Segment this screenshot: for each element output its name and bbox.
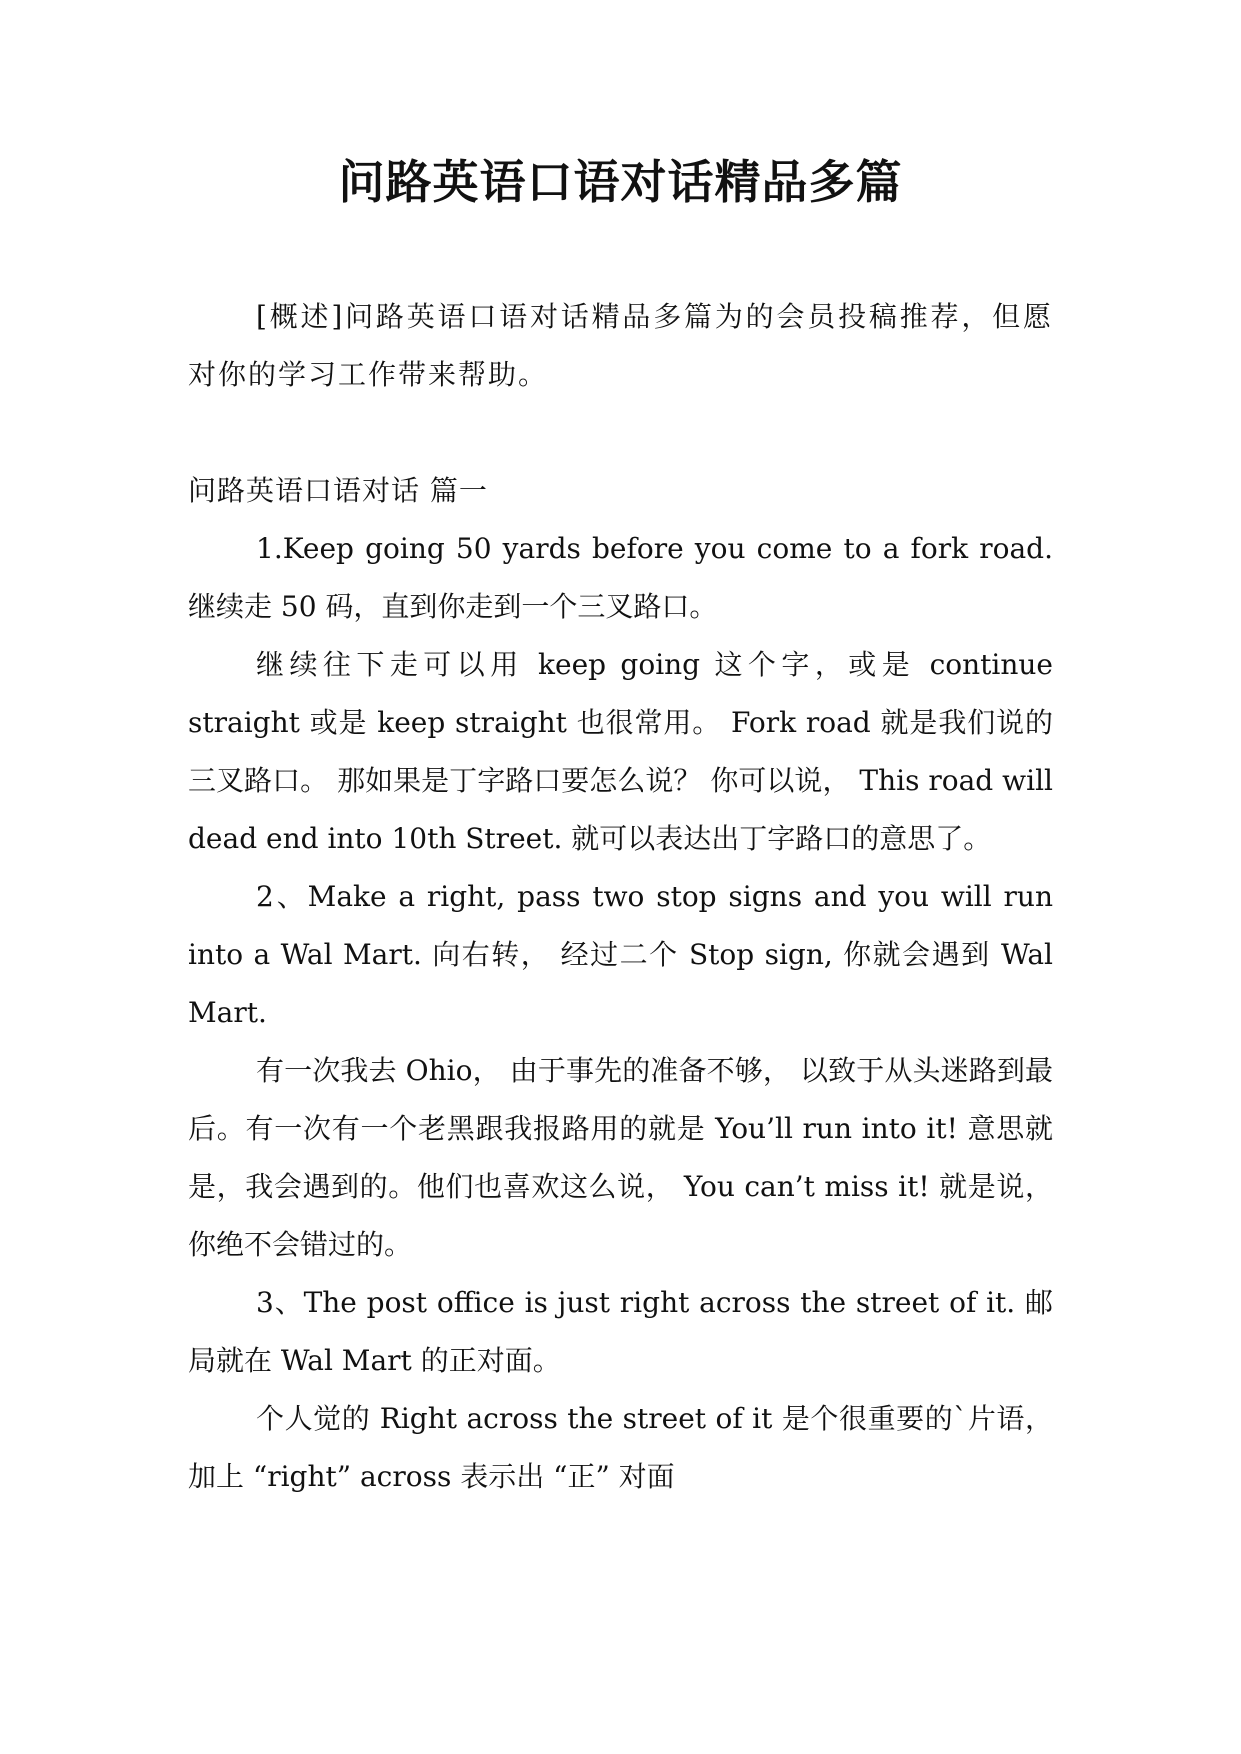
summary-paragraph: [概述]问路英语口语对话精品多篇为的会员投稿推荐，但愿对你的学习工作带来帮助。	[188, 300, 1053, 391]
section-heading: 问路英语口语对话 篇一	[188, 474, 488, 507]
paragraph-6: 个人觉的 Right across the street of it 是个很重要的`片语， 加上 “right” across 表示出 “正” 对面	[188, 1402, 1053, 1493]
document-body	[188, 288, 1053, 1506]
paragraph-1: 1.Keep going 50 yards before you come to a fork road. 继续走 50 码，直到你走到一个三叉路口。	[188, 532, 1053, 623]
document-title: 问路英语口语对话精品多篇	[338, 155, 903, 209]
paragraph-4: 有一次我去 Ohio， 由于事先的准备不够， 以致于从头迷路到最后。有一次有一个老黑跟我报路用的就是 You’ll run into it! 意思就是，我会遇到的。他们也喜欢这么说， You can’t miss it! 就是说，你绝不会错过的。	[188, 1054, 1053, 1261]
paragraph-5: 3、The post office is just right across the street of it. 邮局就在 Wal Mart 的正对面。	[188, 1286, 1053, 1377]
paragraph-2: 继续往下走可以用 keep going 这个字，或是 continue straight 或是 keep straight 也很常用。 Fork road 就是我们说的三叉路口。 那如果是丁字路口要怎么说？ 你可以说， This road will dead end into 10th Street. 就可以表达出丁字路口的意思了。	[188, 648, 1053, 855]
paragraph-3: 2、Make a right, pass two stop signs and you will run into a Wal Mart. 向右转， 经过二个 Stop sign, 你就会遇到 Wal Mart.	[188, 880, 1053, 1029]
